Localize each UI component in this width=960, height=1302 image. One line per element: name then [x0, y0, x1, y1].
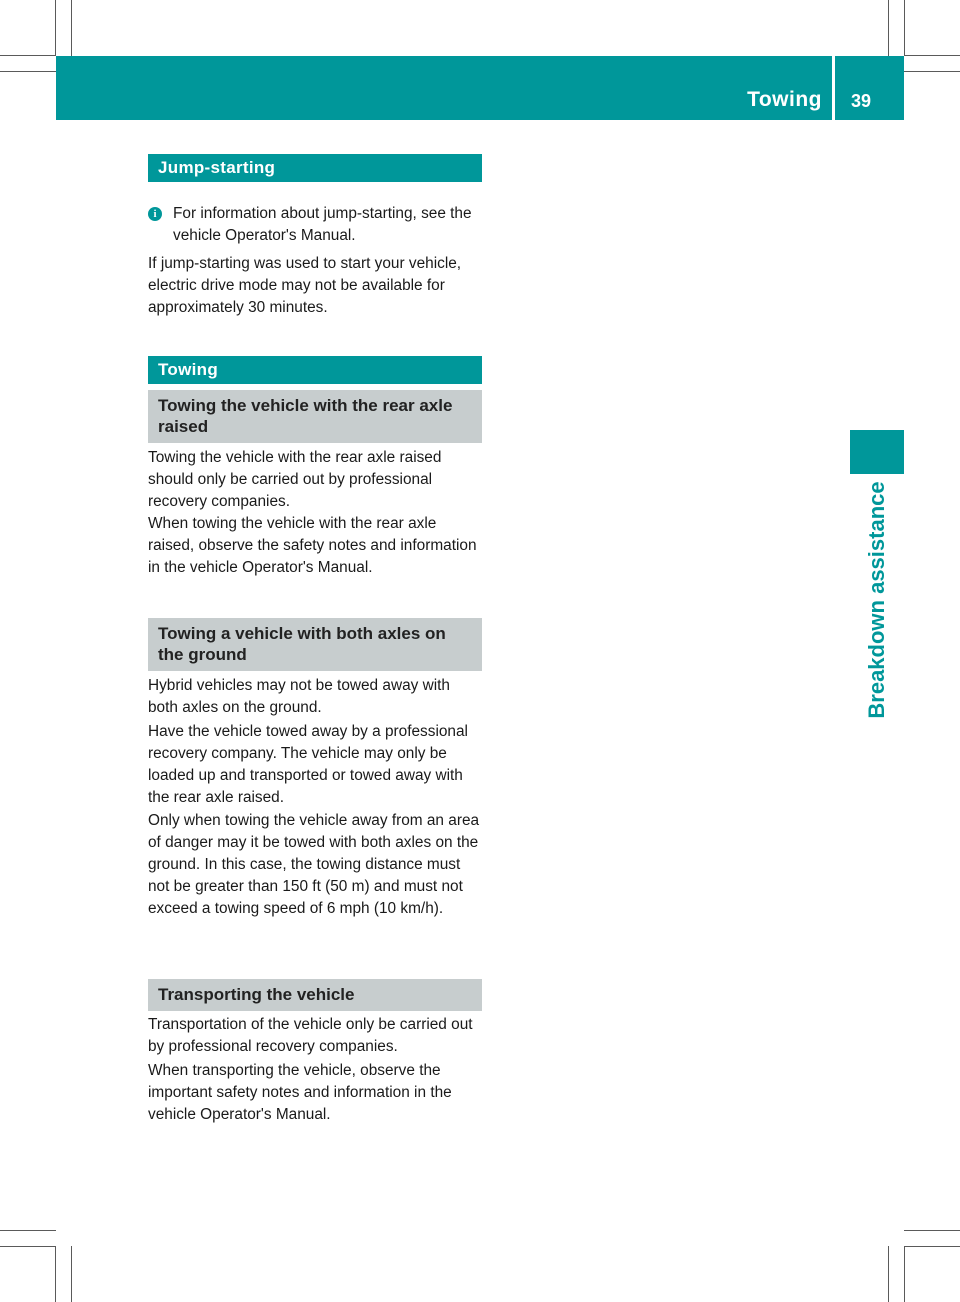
paragraph [148, 675, 482, 719]
paragraph [148, 810, 482, 920]
subsection-both-axles [148, 618, 482, 671]
subsection-rear-axle [148, 390, 482, 443]
paragraph [148, 1060, 482, 1126]
both-axles-paragraph-1: Hybrid vehicles may not be towed away with both axles on the ground. [148, 677, 450, 716]
transporting-paragraph-1: Transportation of the vehicle only be carried out by professional recovery companies. [148, 1016, 473, 1055]
crop-mark [904, 71, 960, 72]
subheading-both-axles: Towing a vehicle with both axles on the ground [148, 618, 482, 671]
section-towing [148, 356, 482, 384]
both-axles-paragraph-2: Have the vehicle towed away by a professional recovery company. The vehicle may only be loaded up and transported or towed away with the rear axle raised. [148, 723, 468, 806]
crop-mark [0, 71, 56, 72]
rear-axle-paragraph-2: When towing the vehicle with the rear axle raised, observe the safety notes and information in the vehicle Operator's Manual. [148, 515, 477, 576]
section-jump-starting [148, 154, 482, 182]
subsection-transporting [148, 979, 482, 1011]
info-icon: i [148, 207, 162, 221]
section-heading-towing: Towing [148, 356, 482, 384]
section-heading-jump-starting: Jump-starting [148, 154, 482, 182]
page-header-title: Towing [747, 88, 822, 111]
crop-mark [904, 1246, 960, 1247]
crop-mark [904, 1246, 905, 1302]
rear-axle-paragraph-1: Towing the vehicle with the rear axle raised should only be carried out by professional recovery companies. [148, 449, 442, 510]
header-divider [832, 56, 835, 120]
paragraph [148, 513, 482, 579]
page-number: 39 [851, 91, 872, 111]
crop-mark [0, 55, 56, 56]
crop-mark [71, 1246, 72, 1302]
chapter-side-label: Breakdown assistance [864, 481, 889, 719]
crop-mark [55, 1246, 56, 1302]
transporting-paragraph-2: When transporting the vehicle, observe the important safety notes and information in the vehicle Operator's Manual. [148, 1062, 452, 1123]
subheading-transporting: Transporting the vehicle [148, 979, 482, 1011]
crop-mark [888, 0, 889, 56]
both-axles-paragraph-3: Only when towing the vehicle away from an area of danger may it be towed with both axles on the ground. In this case, the towing distance must not be greater than 150 ft (50 m) and must not exceed a towing speed of 6 mph (10 km/h). [148, 812, 480, 917]
paragraph [148, 721, 482, 809]
crop-mark [904, 0, 905, 56]
paragraph [148, 447, 482, 513]
info-note [148, 203, 482, 247]
crop-mark [71, 0, 72, 56]
paragraph [148, 253, 482, 319]
paragraph [148, 1014, 482, 1058]
crop-mark [55, 0, 56, 56]
info-note-text: For information about jump-starting, see the vehicle Operator's Manual. [173, 205, 472, 244]
crop-mark [904, 1230, 960, 1231]
chapter-tab-marker [850, 430, 904, 474]
crop-mark [0, 1230, 56, 1231]
subheading-rear-axle: Towing the vehicle with the rear axle raised [148, 390, 482, 443]
crop-mark [904, 55, 960, 56]
jump-starting-paragraph: If jump-starting was used to start your vehicle, electric drive mode may not be available for approximately 30 minutes. [148, 255, 462, 316]
crop-mark [0, 1246, 56, 1247]
crop-mark [888, 1246, 889, 1302]
